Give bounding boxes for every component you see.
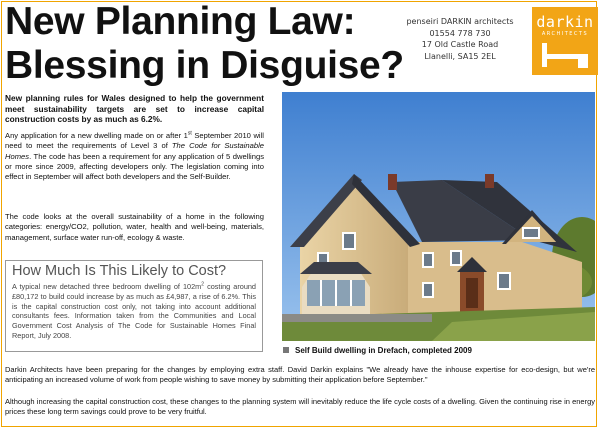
p1-text-c: . The code has been a requirement for any application of 5 dwellings or more since 2009, affecting developers only. The legislation coming into effect in September will affect both developers and the Self-Builder. bbox=[5, 151, 264, 182]
house-photo bbox=[282, 92, 595, 341]
p1-superscript: st bbox=[187, 130, 192, 137]
cost-box bbox=[5, 260, 263, 352]
footer-paragraph-1: Darkin Architects have been preparing for the changes by employing extra staff. David Darkin explains "We already have the inhouse expertise for eco-design, but we're anticipating an increased volume of work from people wishing to save money by submitting their application before September." bbox=[5, 365, 595, 385]
headline bbox=[5, 0, 404, 88]
contact-address bbox=[395, 16, 525, 62]
cost-superscript: 2 bbox=[201, 281, 205, 288]
caption-text: Self Build dwelling in Drefach, completed 2009 bbox=[295, 346, 472, 355]
logo-subtitle: ARCHITECTS bbox=[541, 31, 589, 37]
photo-caption bbox=[283, 346, 472, 355]
address-phone: 01554 778 730 bbox=[429, 28, 491, 38]
p1-code-title: The Code for Sustainable Homes bbox=[5, 141, 265, 161]
lead-paragraph: New planning rules for Wales designed to help the government meet sustainability targets are set to increase capital construction costs by as much as 6.2%. bbox=[5, 93, 264, 125]
headline-line-2: Blessing in Disguise? bbox=[5, 44, 404, 87]
cost-body-b: costing around £80,172 to build could increase by as much as £4,987, a rise of 6.2%. This is the capital construction cost only, not taking into account additional consultants fees. Information taken from the Communities and Local Government Cost Analysis of The Code for Sustainable Homes Final Report, July 2008. bbox=[12, 282, 256, 340]
footer-paragraph-2: Although increasing the capital construction cost, these changes to the planning system will inevitably reduce the life cycle costs of a dwelling. Given the continuing rise in energy prices these long term savings could prove to be very fruitful. bbox=[5, 397, 595, 417]
darkin-logo bbox=[532, 7, 598, 75]
logo-mark-drop bbox=[578, 54, 588, 68]
caption-bullet-icon bbox=[283, 347, 289, 353]
house-photo-image bbox=[282, 92, 595, 341]
p1-text-a: Any application for a new dwelling made on or after 1 bbox=[5, 131, 188, 140]
cost-body-a: A typical new detached three bedroom dwelling of 102m bbox=[12, 282, 202, 291]
address-town: Llanelli, SA15 2EL bbox=[424, 51, 496, 61]
p1-text-b: September 2010 will need to meet the requirements of Level 3 of bbox=[5, 131, 264, 151]
address-street: 17 Old Castle Road bbox=[421, 40, 499, 49]
address-firm: penseiri DARKIN architects bbox=[406, 17, 514, 26]
body-paragraph-2: The code looks at the overall sustainability of a home in the following categories: energy/CO2, pollution, water, health and well-being, materials, management, surface water run-off, ecology & waste. bbox=[5, 212, 264, 242]
headline-line-1: New Planning Law: bbox=[5, 0, 356, 43]
logo-wordmark: darkin bbox=[536, 13, 594, 31]
cost-box-body bbox=[12, 282, 256, 341]
body-paragraph-1 bbox=[5, 131, 264, 182]
cost-box-title: How Much Is This Likely to Cost? bbox=[12, 263, 227, 279]
